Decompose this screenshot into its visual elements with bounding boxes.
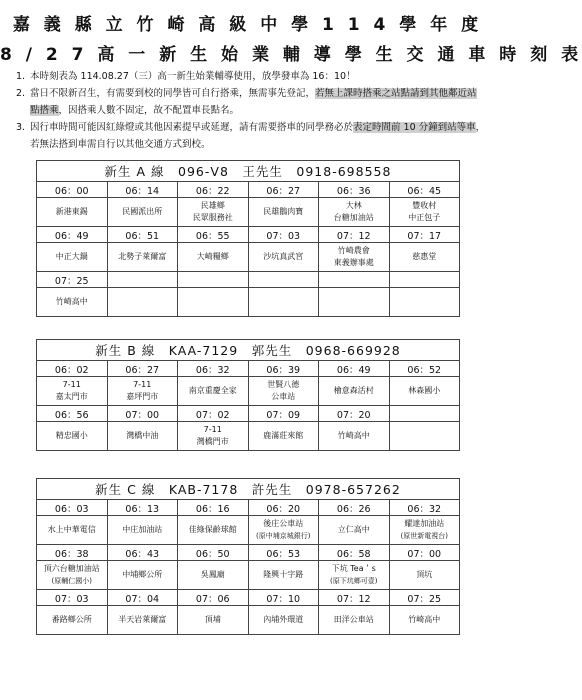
time-cell: 07：12 <box>319 590 390 606</box>
stop-name: 中庄加油站 <box>122 525 163 534</box>
time-cell <box>389 406 460 422</box>
stop-cell <box>389 288 460 317</box>
time-cell: 06：50 <box>178 545 249 561</box>
time-row <box>37 227 460 243</box>
stop-cell <box>178 198 249 227</box>
stop-cell <box>389 561 460 590</box>
stop-row <box>37 422 460 451</box>
stop-name: 慈惠堂 <box>412 252 437 261</box>
time-cell: 06：22 <box>178 182 249 198</box>
time-cell: 06：26 <box>319 500 390 516</box>
time-cell: 07：17 <box>389 227 460 243</box>
time-cell: 06：56 <box>37 406 108 422</box>
stop-name: 隆興十字路 <box>263 570 304 579</box>
stop-name: 民雄鄉 <box>200 201 225 210</box>
stop-name: 下坑 Tea＇s <box>331 564 376 573</box>
stop-cell <box>248 606 319 635</box>
stop-name: 7-11 <box>203 425 222 434</box>
stop-cell <box>178 422 249 451</box>
stop-cell <box>389 422 460 451</box>
stop-name: 7-11 <box>62 380 81 389</box>
stop-row <box>37 516 460 545</box>
stop-name: 水上中華電信 <box>47 525 96 534</box>
time-cell: 06：53 <box>248 545 319 561</box>
stop-name: 南京重慶全家 <box>188 386 237 395</box>
time-cell <box>107 272 178 288</box>
stop-cell <box>319 243 390 272</box>
route-header: 新生 A 線 096-V8 王先生 0918-698558 <box>37 161 460 182</box>
stop-detail: (原中埔京城銀行) <box>256 532 311 540</box>
route-c-table <box>36 478 460 635</box>
stop-detail: 嘉坪門市 <box>126 392 159 401</box>
stop-row <box>37 198 460 227</box>
time-cell: 06：00 <box>37 182 108 198</box>
time-cell: 07：25 <box>37 272 108 288</box>
stop-name: 田洋公車站 <box>333 615 374 624</box>
stop-detail: 中正包子 <box>408 213 441 222</box>
time-cell: 07：20 <box>319 406 390 422</box>
stop-name: 大崎糧鄉 <box>196 252 229 261</box>
stop-cell <box>37 198 108 227</box>
stop-name: 灣橋中油 <box>126 431 159 440</box>
time-row <box>37 500 460 516</box>
stop-cell <box>389 377 460 406</box>
time-cell: 07：04 <box>107 590 178 606</box>
time-cell: 07：03 <box>37 590 108 606</box>
stop-name: 鹿滿莊來館 <box>263 431 304 440</box>
stop-cell <box>107 198 178 227</box>
stop-name: 中埔鄉公所 <box>122 570 163 579</box>
stop-cell <box>389 198 460 227</box>
stop-name: 沙坑真武宮 <box>263 252 304 261</box>
time-cell: 06：55 <box>178 227 249 243</box>
stop-cell <box>107 377 178 406</box>
stop-cell <box>319 606 390 635</box>
time-cell: 06：32 <box>178 361 249 377</box>
stop-name: 立仁高中 <box>337 525 370 534</box>
time-cell: 07：12 <box>319 227 390 243</box>
stop-detail: (原輔仁國小) <box>51 577 92 585</box>
stop-cell <box>389 606 460 635</box>
stop-row <box>37 288 460 317</box>
time-row <box>37 272 460 288</box>
time-cell: 06：49 <box>37 227 108 243</box>
time-cell <box>178 272 249 288</box>
stop-row <box>37 377 460 406</box>
time-cell: 06：45 <box>389 182 460 198</box>
stop-cell <box>248 288 319 317</box>
note-item <box>16 68 486 85</box>
stop-name: 番路鄉公所 <box>51 615 92 624</box>
stop-name: 頂埔 <box>204 615 221 624</box>
note-number: 3. <box>16 122 26 133</box>
stop-cell <box>178 243 249 272</box>
stop-cell <box>37 422 108 451</box>
time-cell: 07：00 <box>107 406 178 422</box>
route-a-table <box>36 160 460 317</box>
stop-cell <box>319 516 390 545</box>
stop-cell <box>178 606 249 635</box>
stop-cell <box>107 422 178 451</box>
time-cell <box>389 272 460 288</box>
stop-cell <box>107 288 178 317</box>
stop-row <box>37 606 460 635</box>
time-cell: 07：02 <box>178 406 249 422</box>
time-cell <box>248 272 319 288</box>
time-cell: 06：39 <box>248 361 319 377</box>
time-row <box>37 406 460 422</box>
stop-name: 內埔外環道 <box>263 615 304 624</box>
stop-detail: (原世新電視台) <box>400 532 448 540</box>
stop-cell <box>248 243 319 272</box>
stop-cell <box>248 561 319 590</box>
time-row <box>37 590 460 606</box>
time-cell: 07：06 <box>178 590 249 606</box>
time-cell: 07：00 <box>389 545 460 561</box>
stop-cell <box>37 561 108 590</box>
time-cell: 06：13 <box>107 500 178 516</box>
stop-name: 中正大鍋 <box>55 252 88 261</box>
stop-name: 頂六台糖加油站 <box>43 564 100 573</box>
time-cell: 06：38 <box>37 545 108 561</box>
stop-cell <box>389 243 460 272</box>
stop-row <box>37 561 460 590</box>
stop-name: 豐收村 <box>412 201 437 210</box>
stop-row <box>37 243 460 272</box>
stop-cell <box>107 516 178 545</box>
route-b-table <box>36 339 460 451</box>
stop-name: 檜意森活村 <box>333 386 374 395</box>
stop-detail: (原下坑鄉可壹) <box>330 577 378 585</box>
stop-name: 大林 <box>345 201 362 210</box>
stop-name: 頂坑 <box>416 570 433 579</box>
stop-name: 後庄公車站 <box>263 519 304 528</box>
stop-name: 吳鳳廟 <box>200 570 225 579</box>
stop-name: 耀達加油站 <box>404 519 445 528</box>
stop-cell <box>107 561 178 590</box>
stop-name: 新港東錫 <box>55 207 88 216</box>
stop-name: 精忠國小 <box>55 431 88 440</box>
stop-detail: 台糖加油站 <box>333 213 374 222</box>
notes-list <box>16 68 486 153</box>
route-header: 新生 C 線 KAB-7178 許先生 0978-657262 <box>37 479 460 500</box>
time-row <box>37 545 460 561</box>
time-cell: 06：02 <box>37 361 108 377</box>
time-cell: 06：36 <box>319 182 390 198</box>
stop-name: 民雄鵝肉寶 <box>263 207 304 216</box>
time-row <box>37 361 460 377</box>
stop-detail: 民眾服務社 <box>192 213 233 222</box>
stop-name: 竹崎高中 <box>408 615 441 624</box>
stop-name: 竹崎高中 <box>55 297 88 306</box>
stop-detail: 灣橋門市 <box>196 437 229 446</box>
time-cell <box>319 272 390 288</box>
route-header: 新生 B 線 KAA-7129 郭先生 0968-669928 <box>37 340 460 361</box>
note-text: 因行車時間可能因紅綠燈或其他因素提早或延遲，請有需要搭車的同學務必於 <box>30 122 354 133</box>
time-cell: 06：03 <box>37 500 108 516</box>
stop-cell <box>319 422 390 451</box>
stop-cell <box>107 606 178 635</box>
stop-cell <box>178 288 249 317</box>
time-cell: 07：09 <box>248 406 319 422</box>
note-number: 1. <box>16 71 26 82</box>
time-cell: 06：58 <box>319 545 390 561</box>
note-text: 本時刻表為 114.08.27（三）高一新生始業輔導使用，放學發車為 16：10！ <box>30 71 356 82</box>
note-text: ，因搭乘人數不固定，故不配置車長點名。 <box>58 105 240 116</box>
time-row <box>37 182 460 198</box>
note-highlight: 若無上課時搭乘之站點請到其他鄰近站點搭乘 <box>30 88 477 116</box>
stop-name: 半天岩萊爾富 <box>118 615 167 624</box>
stop-name: 民國派出所 <box>122 207 163 216</box>
stop-cell <box>248 198 319 227</box>
time-cell: 06：14 <box>107 182 178 198</box>
stop-detail: 嘉太門市 <box>55 392 88 401</box>
stop-cell <box>319 561 390 590</box>
stop-cell <box>248 422 319 451</box>
time-cell: 06：32 <box>389 500 460 516</box>
note-item <box>16 85 486 119</box>
stop-detail: 公車站 <box>271 392 296 401</box>
time-cell: 06：51 <box>107 227 178 243</box>
stop-name: 北勢子萊爾富 <box>118 252 167 261</box>
stop-name: 世賢八德 <box>267 380 300 389</box>
time-cell: 07：03 <box>248 227 319 243</box>
time-cell: 06：27 <box>107 361 178 377</box>
time-cell: 06：52 <box>389 361 460 377</box>
stop-cell <box>178 561 249 590</box>
stop-cell <box>37 288 108 317</box>
stop-cell <box>178 516 249 545</box>
note-text: ，若無法搭到車需自行以其他交通方式到校。 <box>30 122 486 150</box>
stop-cell <box>37 606 108 635</box>
stop-cell <box>319 198 390 227</box>
stop-name: 竹崎高中 <box>337 431 370 440</box>
time-cell: 06：16 <box>178 500 249 516</box>
stop-name: 佳綠保齡球館 <box>188 525 237 534</box>
time-cell: 06：27 <box>248 182 319 198</box>
page-subtitle: 8 / 2 7 高 一 新 生 始 業 輔 導 學 生 交 通 車 時 刻 表 <box>0 45 582 65</box>
time-cell: 07：25 <box>389 590 460 606</box>
time-cell: 06：20 <box>248 500 319 516</box>
stop-cell <box>248 516 319 545</box>
stop-cell <box>319 377 390 406</box>
note-item <box>16 119 486 153</box>
stop-cell <box>37 516 108 545</box>
stop-cell <box>248 377 319 406</box>
stop-cell <box>37 243 108 272</box>
stop-cell <box>319 288 390 317</box>
stop-cell <box>178 377 249 406</box>
stop-cell <box>107 243 178 272</box>
page-title: 嘉 義 縣 立 竹 崎 高 級 中 學 1 1 4 學 年 度 <box>12 15 483 35</box>
stop-name: 林森國小 <box>408 386 441 395</box>
note-text: 當日不限新召生，有需要到校的同學皆可自行搭乘，無需事先登記， <box>30 88 316 99</box>
time-cell: 06：49 <box>319 361 390 377</box>
stop-name: 竹崎農會 <box>337 246 370 255</box>
stop-cell <box>37 377 108 406</box>
stop-detail: 東義辦事處 <box>333 258 374 267</box>
time-cell: 06：43 <box>107 545 178 561</box>
stop-name: 7-11 <box>133 380 152 389</box>
time-cell: 07：10 <box>248 590 319 606</box>
note-highlight: 表定時間前 10 分鐘到站等車 <box>353 122 476 133</box>
stop-cell <box>389 516 460 545</box>
note-number: 2. <box>16 88 26 99</box>
